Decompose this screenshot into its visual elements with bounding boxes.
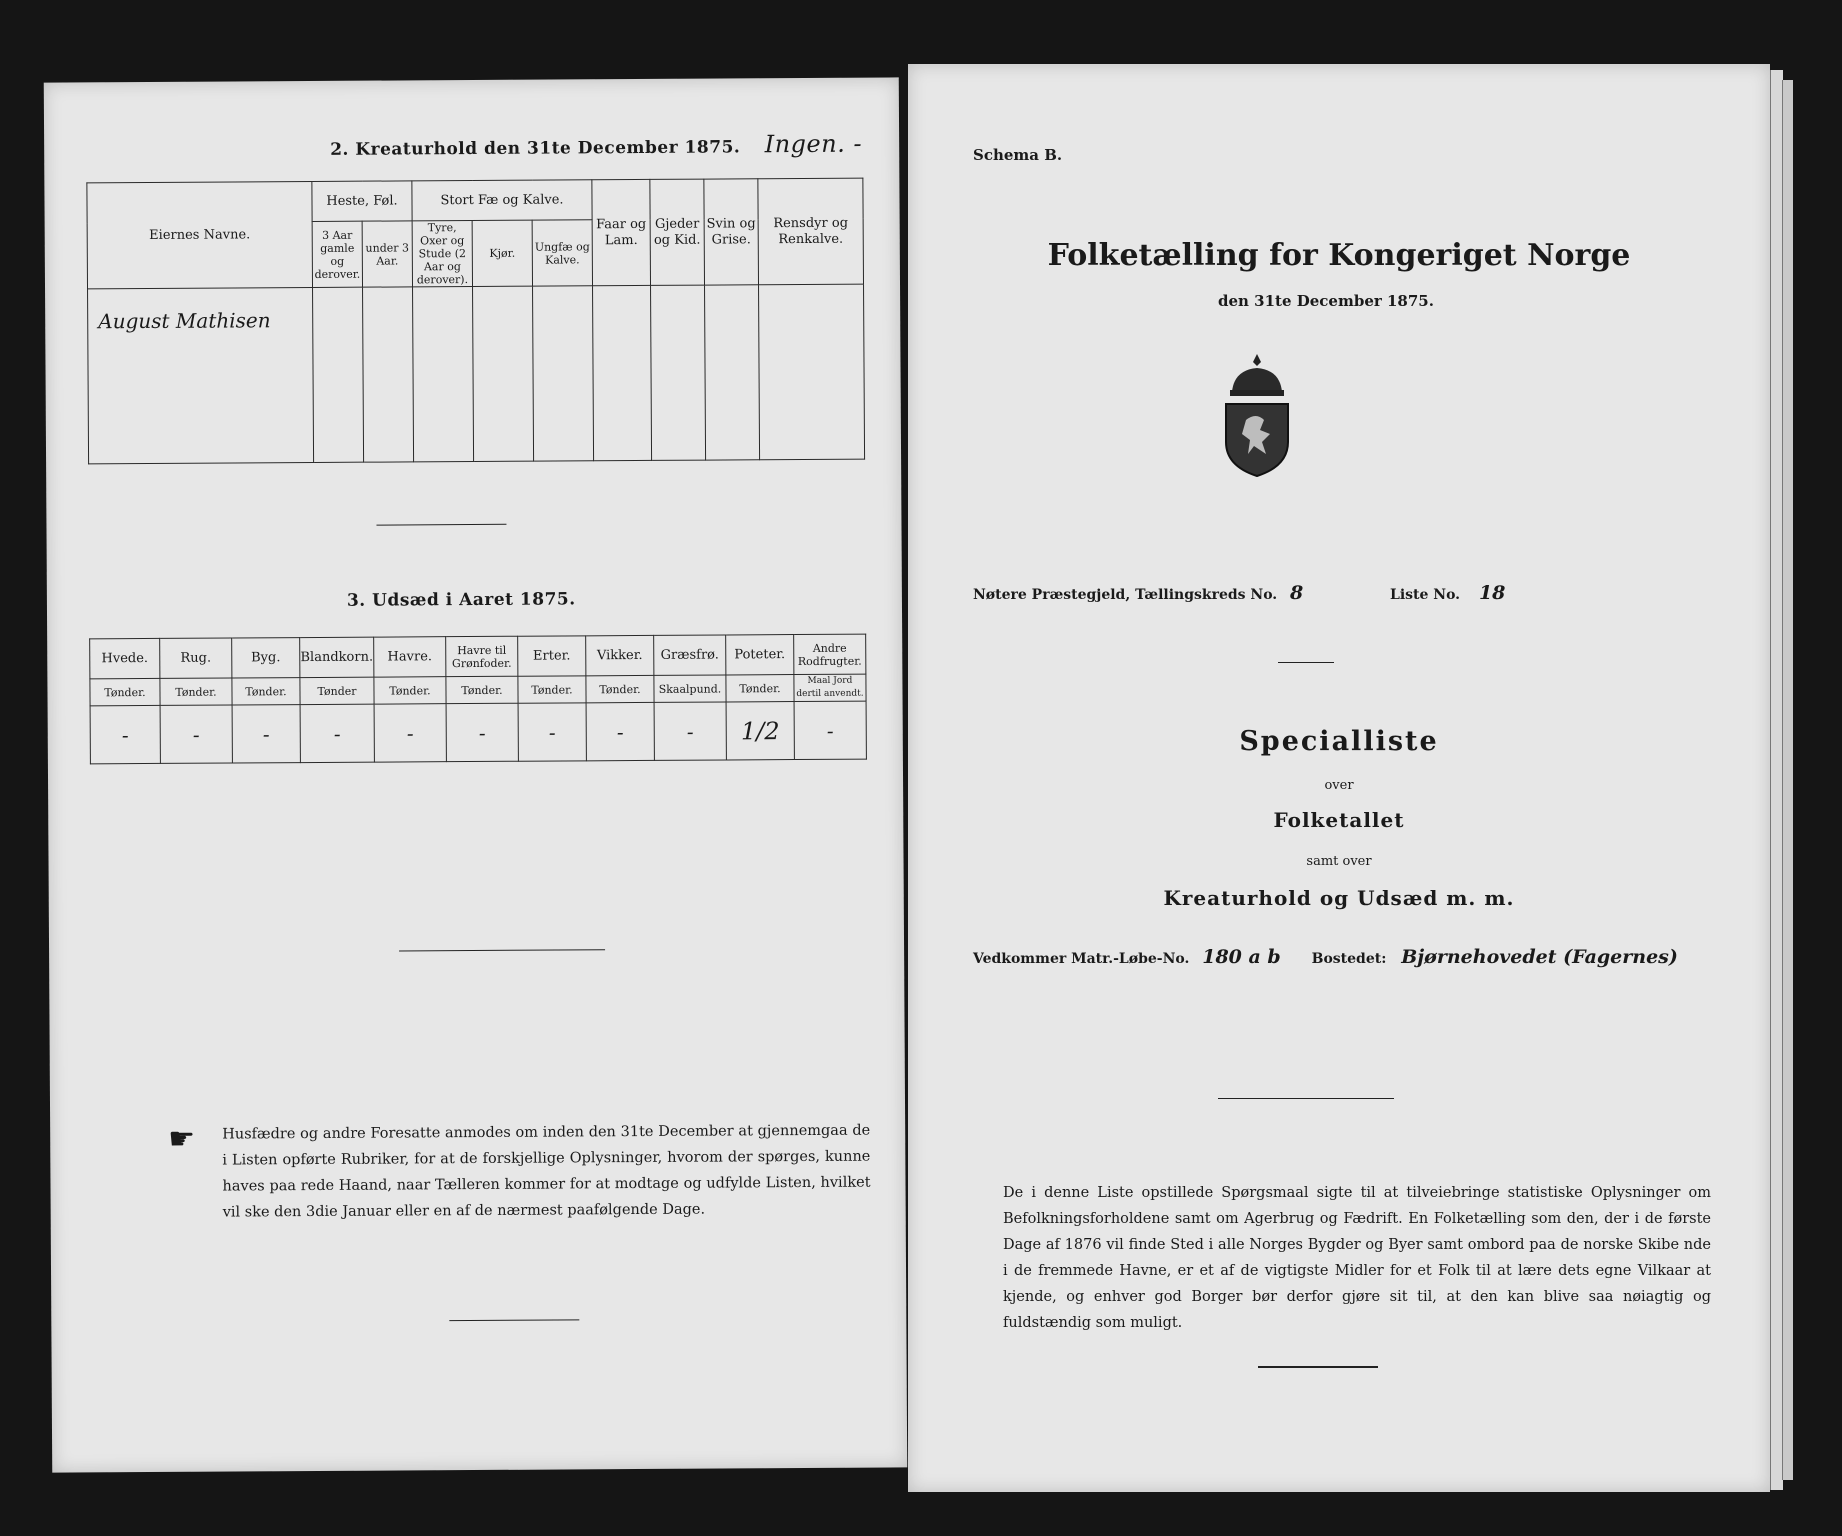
col-andre-rodfrugter: Andre Rodfrugter. [794, 634, 866, 674]
folketallet-heading: Folketallet [1273, 808, 1405, 832]
document-date: den 31te December 1875. [1218, 292, 1434, 310]
table-row [88, 284, 865, 464]
header-owner-names: Eiernes Navne. [87, 181, 313, 288]
udsaed-table [89, 634, 867, 765]
kreaturhold-table [86, 178, 865, 465]
header-svin: Svin og Grise. [704, 179, 759, 285]
value-blandkorn: - [300, 704, 374, 762]
unit-graesfro: Skaalpund. [654, 675, 726, 702]
unit-vikker: Tønder. [586, 675, 654, 702]
note-text: Husfædre og andre Foresatte anmodes om inden den 31te December at gjennemgaa de i Listen opførte Rubriker, for at de forskjellige Oplysninger, hvorom der spørges, kunne haves paa rede Haand, naar Tælleren kommer for at modtage og udfylde Listen, hvilket vil ske den 3die Januar eller en af de nærmest paafølgende Dage. [222, 1122, 871, 1221]
value-graesfro: - [654, 702, 726, 760]
unit-havre-gronfoder: Tønder. [446, 676, 518, 703]
col-blandkorn: Blandkorn. [300, 637, 374, 677]
header-heste-under3: under 3 Aar. [362, 221, 412, 287]
bosted-name: Bjørnehovedet (Fagernes) [1401, 946, 1678, 968]
col-graesfro: Græsfrø. [654, 635, 726, 675]
intro-paragraph: De i denne Liste opstillede Spørgsmaal sigte til at tilveiebringe statistiske Oplysninger om Befolkningsforholdene samt om Agerbrug og Fædrift. En Folketælling som den, der i de første Dage af 1876 vil finde Sted i alle Norges Bygder og Byer samt ombord paa de norske Skibe nde i de fremmede Havne, er et af de vigtigste Midler for et Folk til at lære dets egne Vilkaar at kjende, og enhver god Borger bør derfor gjøre sit til, at den kan blive saa nøiagtig og fuldstændig som muligt. [1003, 1185, 1711, 1331]
unit-blandkorn: Tønder [300, 677, 374, 704]
table-row [90, 701, 866, 764]
header-faar: Faar og Lam. [592, 179, 651, 285]
divider [449, 1319, 579, 1321]
value-havre-gronfoder: - [446, 703, 518, 761]
kreaturhold-title: 2. Kreaturhold den 31te December 1875. Ingen. - [330, 129, 863, 160]
header-heste: Heste, Føl. [312, 181, 412, 222]
col-rug: Rug. [160, 638, 232, 678]
udsaed-title: 3. Udsæd i Aaret 1875. [346, 589, 576, 611]
unit-havre: Tønder. [374, 677, 446, 704]
prestegjeld-line: Nøtere Præstegjeld, Tællingskreds No. 8 [973, 582, 1304, 604]
col-byg: Byg. [232, 638, 300, 678]
divider [1218, 1098, 1394, 1099]
value-erter: - [518, 703, 586, 761]
col-vikker: Vikker. [586, 635, 654, 675]
header-tyre: Tyre, Oxer og Stude (2 Aar og derover). [412, 221, 472, 287]
specialliste-heading: Specialliste [1239, 726, 1439, 757]
coat-of-arms-icon [1212, 350, 1302, 480]
header-stort-fae: Stort Fæ og Kalve. [412, 180, 592, 221]
value-andre: - [794, 701, 866, 759]
unit-andre: Maal Jord dertil anvendt. [794, 674, 866, 701]
kreds-number: 8 [1290, 582, 1304, 604]
unit-byg: Tønder. [232, 678, 300, 705]
divider [399, 949, 605, 951]
unit-hvede: Tønder. [90, 678, 160, 705]
header-kjor: Kjør. [472, 220, 532, 286]
col-havre-gronfoder: Havre til Grønfoder. [446, 636, 518, 676]
samt-over-word: samt over [1306, 854, 1372, 869]
header-heste-3aar: 3 Aar gamle og derover. [312, 221, 362, 287]
right-page [908, 64, 1770, 1492]
value-rug: - [160, 705, 232, 763]
value-poteter: 1/2 [726, 702, 794, 760]
kreaturhold-handwritten: Ingen. - [764, 129, 863, 159]
unit-erter: Tønder. [518, 676, 586, 703]
left-page [44, 77, 907, 1472]
pointing-hand-icon: ☛ [168, 1121, 196, 1157]
over-word: over [1324, 778, 1354, 793]
matr-line: Vedkommer Matr.-Løbe-No. 180 a b Bostedet: Bjørnehovedet (Fagernes) [973, 946, 1678, 968]
value-vikker: - [586, 702, 654, 760]
value-hvede: - [90, 705, 160, 763]
unit-poteter: Tønder. [726, 675, 794, 702]
owner-name: August Mathisen [88, 287, 314, 463]
value-byg: - [232, 705, 300, 763]
col-erter: Erter. [518, 636, 586, 676]
header-gjeder: Gjeder og Kid. [650, 179, 705, 285]
divider [1278, 662, 1334, 663]
divider [1258, 1366, 1378, 1368]
col-havre: Havre. [374, 637, 446, 677]
liste-line: Liste No. 18 [1390, 582, 1506, 604]
header-rensdyr: Rensdyr og Renkalve. [758, 178, 864, 285]
col-poteter: Poteter. [726, 635, 794, 675]
col-hvede: Hvede. [90, 638, 160, 678]
divider [376, 524, 506, 526]
kreaturhold-heading: Kreaturhold og Udsæd m. m. [1163, 886, 1515, 910]
header-ungfae: Ungfæ og Kalve. [532, 220, 592, 286]
value-havre: - [374, 704, 446, 762]
document-title: Folketælling for Kongeriget Norge [1047, 238, 1631, 273]
page-edge [1782, 80, 1793, 1480]
matr-number: 180 a b [1202, 946, 1281, 968]
schema-label: Schema B. [973, 146, 1063, 164]
liste-number: 18 [1478, 582, 1506, 604]
unit-rug: Tønder. [160, 678, 232, 705]
